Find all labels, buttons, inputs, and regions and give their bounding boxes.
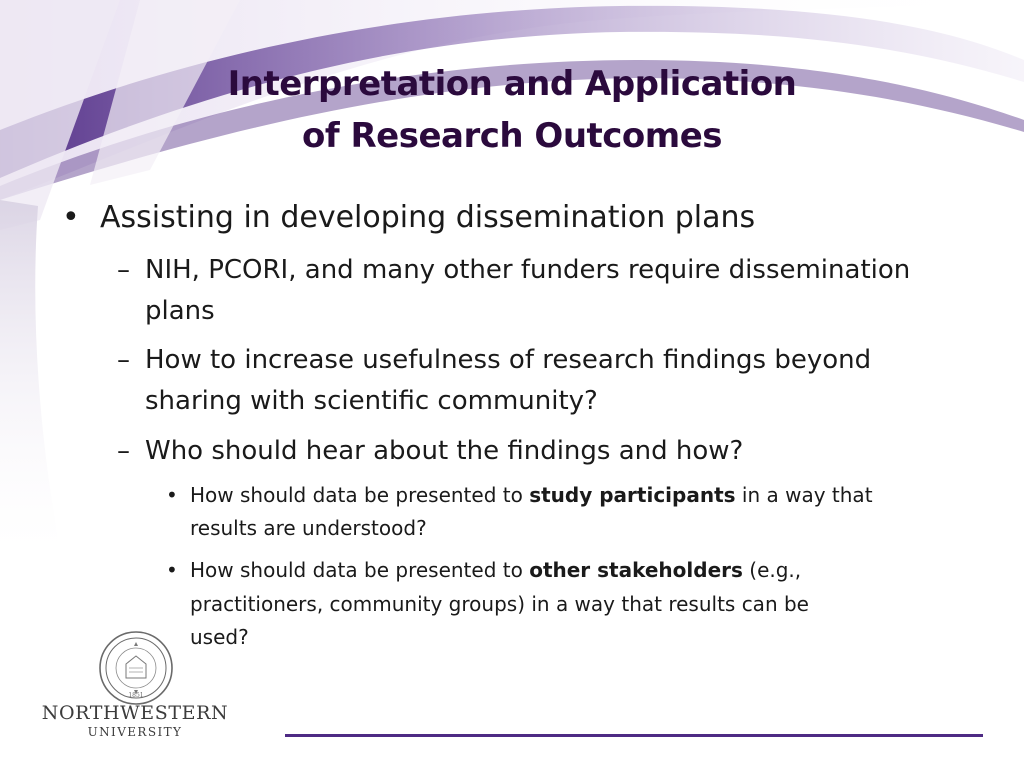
emphasis-other-stakeholders: other stakeholders xyxy=(529,558,743,582)
dash-marker: – xyxy=(117,436,130,466)
sub-sub-bullet-text-line-3: used? xyxy=(190,625,249,649)
bullet-marker: • xyxy=(166,558,178,582)
title-line-1: Interpretation and Application xyxy=(227,64,797,104)
seal-year: 1851 xyxy=(128,692,144,699)
sub-bullet-text-line-2: sharing with scientific community? xyxy=(145,386,598,416)
dash-marker: – xyxy=(117,255,130,285)
bullet-marker: • xyxy=(166,483,178,507)
text-run: How should data be presented to xyxy=(190,483,530,507)
sub-bullet-text-line-1: Who should hear about the findings and how? xyxy=(145,436,744,466)
emphasis-study-participants: study participants xyxy=(529,483,736,507)
sub-sub-bullet-text-line-1 xyxy=(190,478,873,512)
footer-divider xyxy=(285,734,983,737)
title-line-2: of Research Outcomes xyxy=(301,116,723,156)
sub-bullet-text-line-2: plans xyxy=(145,296,215,326)
northwestern-logo xyxy=(40,628,230,748)
logo-subtitle: UNIVERSITY xyxy=(87,725,183,739)
sub-sub-bullet-text-line-2: practitioners, community groups) in a way that results can be xyxy=(190,592,809,616)
bullet-marker: • xyxy=(62,200,80,235)
text-run: in a way that xyxy=(735,483,873,507)
text-run: How should data be presented to xyxy=(190,558,530,582)
logo-wordmark: NORTHWESTERN xyxy=(41,702,229,724)
sub-bullet-text-line-1: NIH, PCORI, and many other funders require dissemination xyxy=(145,255,911,285)
bullet-text-line-1: Assisting in developing dissemination plans xyxy=(100,200,756,235)
university-seal-icon xyxy=(98,630,174,706)
sub-bullet-text-line-1: How to increase usefulness of research findings beyond xyxy=(145,345,872,375)
sub-sub-bullet-text-line-1 xyxy=(190,553,801,587)
text-run: (e.g., xyxy=(742,558,802,582)
sub-sub-bullet-text-line-2: results are understood? xyxy=(190,516,427,540)
dash-marker: – xyxy=(117,345,130,375)
